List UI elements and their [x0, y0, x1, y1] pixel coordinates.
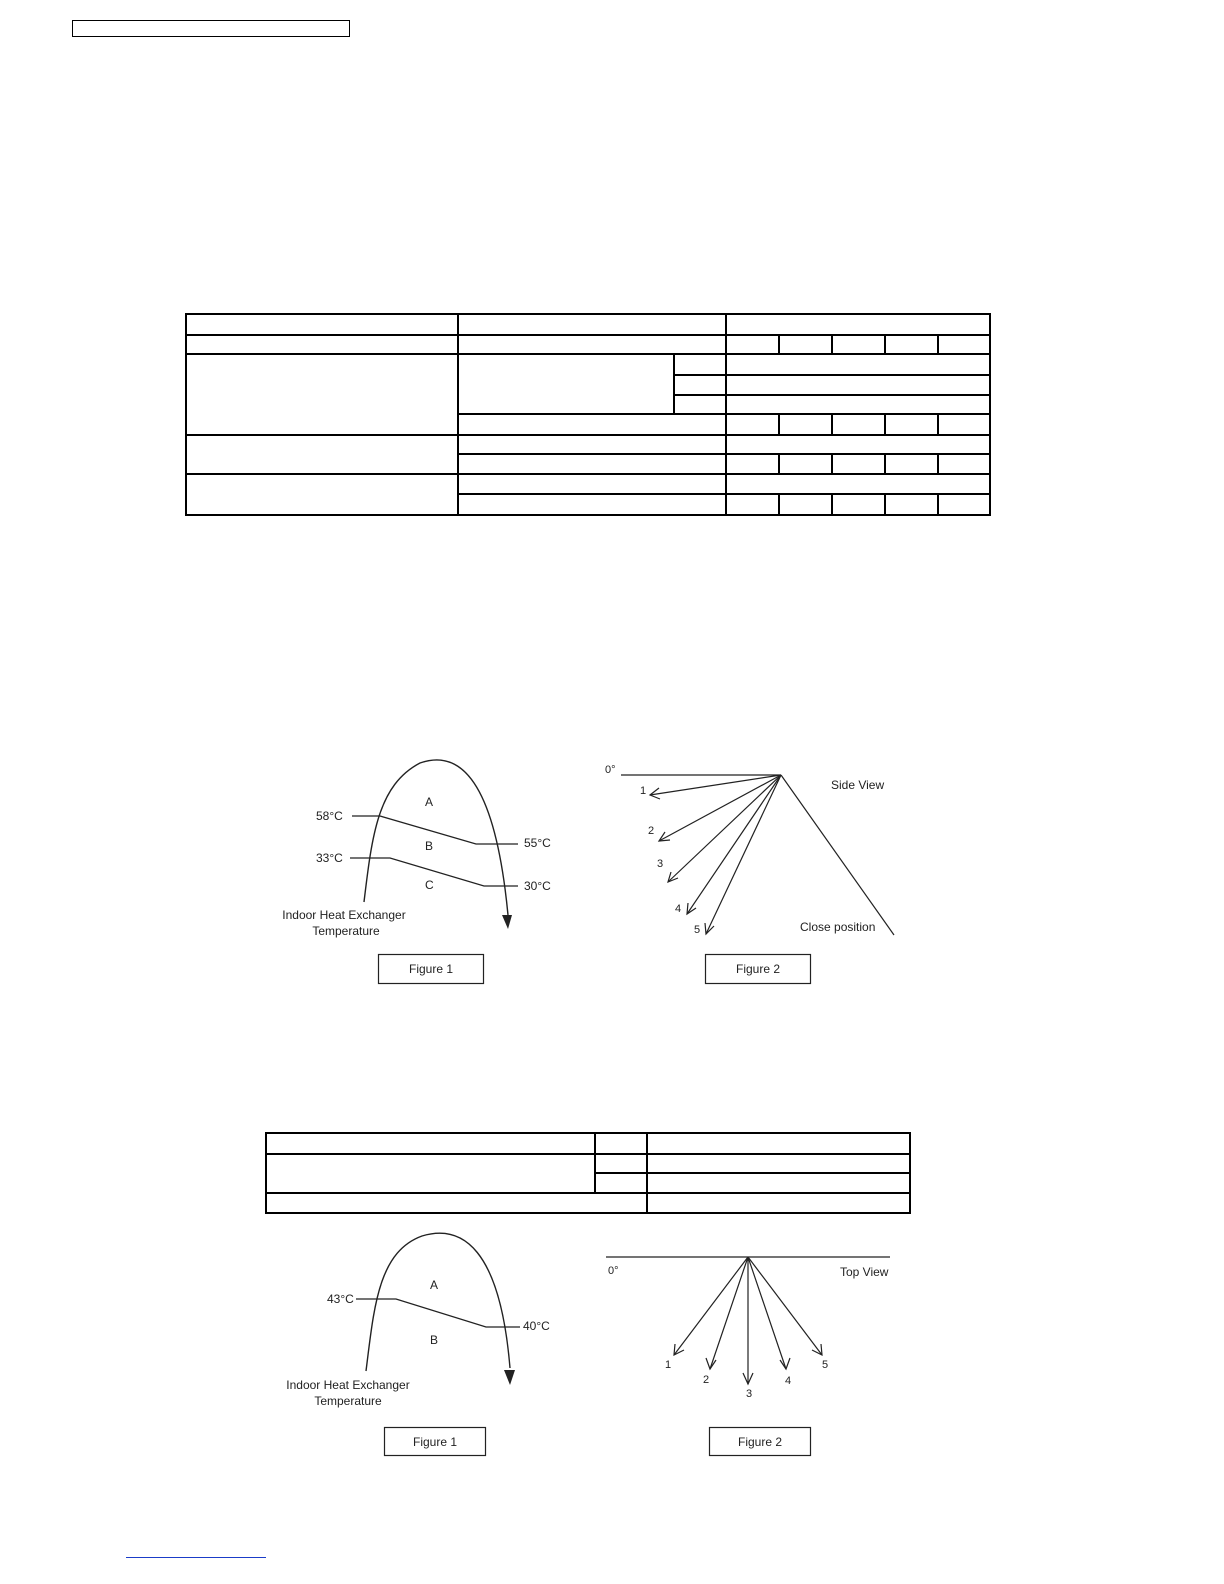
zone-c-label: C [425, 878, 434, 892]
table-col-line [884, 453, 886, 474]
table-row-line [457, 453, 989, 455]
table-col-line [778, 334, 780, 355]
figure-label: Figure 2 [737, 1435, 783, 1449]
close-position-label: Close position [800, 920, 876, 934]
heat-curve [364, 760, 508, 915]
vane-arrows [674, 1257, 822, 1384]
table-col-line [831, 334, 833, 355]
vane-angle-table [185, 313, 991, 516]
side-view-label: Side View [831, 778, 885, 792]
table-col-line [725, 315, 727, 514]
table-col-line [831, 493, 833, 514]
position-5-label: 5 [694, 924, 701, 936]
position-1-label: 1 [665, 1359, 672, 1371]
boundary-line [356, 1299, 520, 1327]
table-col-line [457, 315, 459, 514]
figure-label: Figure 2 [735, 962, 781, 976]
table-col-line [831, 453, 833, 474]
table-row-line [267, 1192, 909, 1194]
vane-arrow-4 [687, 775, 781, 914]
position-2-label: 2 [703, 1374, 710, 1386]
vane-arrow-5 [706, 775, 781, 934]
lower-boundary-line [350, 858, 518, 886]
table-col-line [594, 1134, 596, 1194]
table-row-line [673, 374, 989, 376]
table-row-line [267, 1153, 909, 1155]
table-row-line [187, 353, 989, 355]
footer-link-underline[interactable] [126, 1557, 266, 1558]
vane-arrowhead-icon [780, 1358, 790, 1369]
zone-a-label: A [425, 795, 434, 809]
position-5-label: 5 [822, 1359, 829, 1371]
table-col-line [673, 353, 675, 415]
curve-arrowhead-icon [504, 1370, 515, 1385]
temp-40-label: 40°C [523, 1319, 550, 1333]
table-col-line [778, 413, 780, 434]
position-4-label: 4 [785, 1375, 792, 1387]
table-col-line [831, 413, 833, 434]
vane-arrows [650, 775, 781, 934]
zone-b-label: B [425, 839, 434, 853]
temp-33-label: 33°C [316, 851, 343, 865]
temp-30-label: 30°C [524, 879, 551, 893]
vane-arrow-3 [668, 775, 781, 882]
position-3-label: 3 [657, 858, 664, 870]
swing-table [265, 1132, 911, 1214]
vane-arrowhead-icon [705, 923, 714, 934]
temp-55-label: 55°C [524, 836, 551, 850]
table-row-line [187, 334, 989, 336]
table-col-line [884, 413, 886, 434]
table-col-line [778, 493, 780, 514]
table-row-line [457, 493, 989, 495]
caption-line-1: Indoor Heat Exchanger [286, 1378, 410, 1392]
figure-label: Figure 1 [412, 1435, 458, 1449]
header-box [72, 20, 350, 37]
figure1-lower-diagram [270, 1228, 560, 1463]
table-row-line [457, 413, 989, 415]
table-col-line [937, 334, 939, 355]
figure2-upper-diagram [595, 755, 905, 990]
zero-degree-label: 0° [605, 764, 616, 776]
table-row-line [673, 394, 989, 396]
figure2-lower-diagram [600, 1248, 900, 1460]
table-col-line [646, 1134, 648, 1212]
table-col-line [884, 334, 886, 355]
vane-arrow-4 [748, 1257, 786, 1369]
table-row-line [187, 473, 989, 475]
position-3-label: 3 [746, 1388, 753, 1400]
top-view-label: Top View [840, 1265, 889, 1279]
zone-a-label: A [430, 1278, 439, 1292]
vane-arrowhead-icon [706, 1358, 716, 1369]
position-2-label: 2 [648, 825, 655, 837]
figure-label: Figure 1 [408, 962, 454, 976]
zone-b-label: B [430, 1333, 439, 1347]
vane-arrow-2 [710, 1257, 748, 1369]
temp-43-label: 43°C [327, 1292, 354, 1306]
heat-curve [366, 1233, 510, 1371]
table-col-line [937, 413, 939, 434]
temp-58-label: 58°C [316, 809, 343, 823]
table-col-line [884, 493, 886, 514]
vane-arrow-1 [674, 1257, 748, 1355]
caption-line-2: Temperature [312, 924, 380, 938]
figure1-upper-diagram [270, 755, 551, 990]
zero-degree-label: 0° [608, 1265, 619, 1277]
table-col-line [937, 453, 939, 474]
table-row-line [187, 434, 989, 436]
position-1-label: 1 [640, 785, 647, 797]
curve-arrowhead-icon [502, 915, 512, 929]
table-col-line [778, 453, 780, 474]
table-row-line [594, 1172, 909, 1174]
position-4-label: 4 [675, 903, 682, 915]
caption-line-1: Indoor Heat Exchanger [282, 908, 406, 922]
close-position-line [781, 775, 894, 935]
vane-arrow-5 [748, 1257, 822, 1355]
table-col-line [937, 493, 939, 514]
caption-line-2: Temperature [314, 1394, 382, 1408]
